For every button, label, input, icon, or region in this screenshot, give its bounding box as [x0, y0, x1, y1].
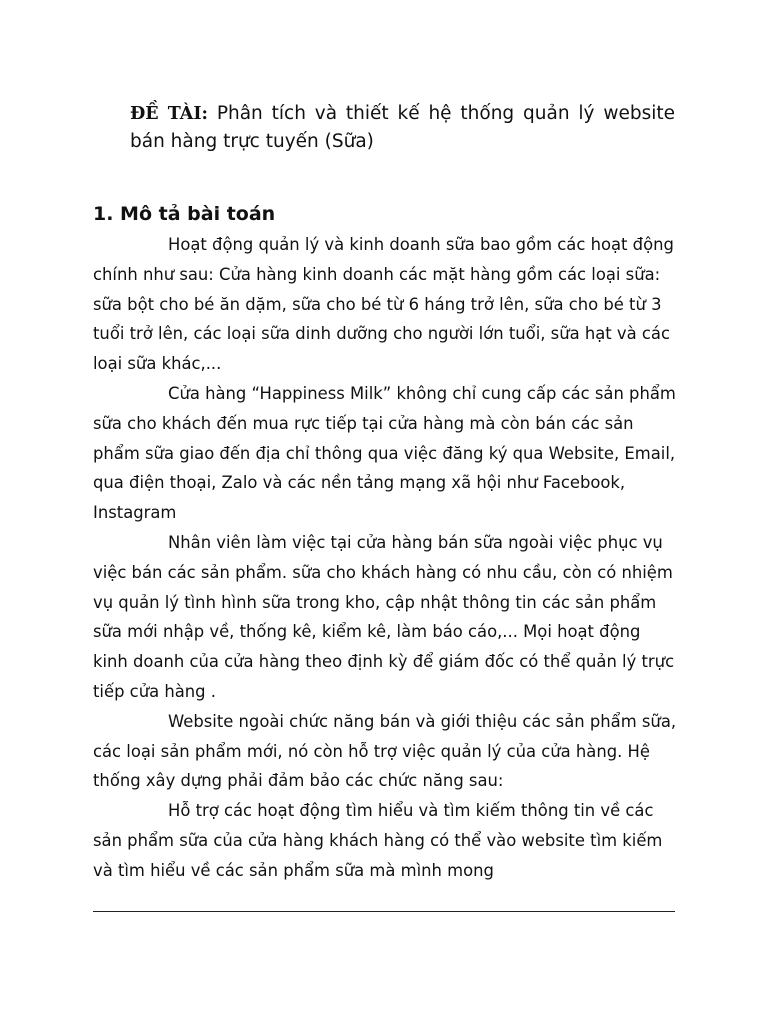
paragraph: Hỗ trợ các hoạt động tìm hiểu và tìm kiếm thông tin về các sản phẩm sữa của cửa hàng khách hàng có thể vào website tìm kiếm và tìm hiểu về các sản phẩm sữa mà mình mong [93, 801, 663, 880]
section-heading: 1. Mô tả bài toán [93, 203, 276, 225]
title-text: Phân tích và thiết kế hệ thống quản lý website bán hàng trực tuyến (Sữa) [130, 103, 675, 152]
paragraph: Website ngoài chức năng bán và giới thiệu các sản phẩm sữa, các loại sản phẩm mới, nó còn hỗ trợ việc quản lý của cửa hàng. Hệ thống xây dựng phải đảm bảo các chức năng sau: [93, 711, 677, 791]
paragraph: Nhân viên làm việc tại cửa hàng bán sữa ngoài việc phục vụ việc bán các sản phẩm. sữa cho khách hàng có nhu cầu, còn có nhiệm vụ quản lý tình hình sữa trong kho, cập nhật thông tin các sản phẩm sữa mới nhập về, thống kê, kiểm kê, làm báo cáo,... Mọi hoạt động kinh doanh của cửa hàng theo định kỳ để giám đốc có thể quản lý trực tiếp cửa hàng . [93, 532, 675, 701]
paragraph: Hoạt động quản lý và kinh doanh sữa bao gồm các hoạt động chính như sau: Cửa hàng kinh doanh các mặt hàng gồm các loại sữa: sữa bột cho bé ăn dặm, sữa cho bé từ 6 háng trở lên, sữa cho bé từ 3 tuổi trở lên, các loại sữa dinh dưỡng cho người lớn tuổi, sữa hạt và các loại sữa khác,... [93, 235, 674, 374]
document-title [130, 100, 675, 156]
paragraph: Cửa hàng “Happiness Milk” không chỉ cung cấp các sản phẩm sữa cho khách đến mua rực tiếp tại cửa hàng mà còn bán các sản phẩm sữa giao đến địa chỉ thông qua việc đăng ký qua Website, Email, qua điện thoại, Zalo và các nền tảng mạng xã hội như Facebook, Instagram [93, 383, 676, 523]
section-body [93, 230, 677, 886]
title-label: ĐỀ TÀI: [130, 104, 208, 124]
bottom-rule [93, 911, 675, 912]
